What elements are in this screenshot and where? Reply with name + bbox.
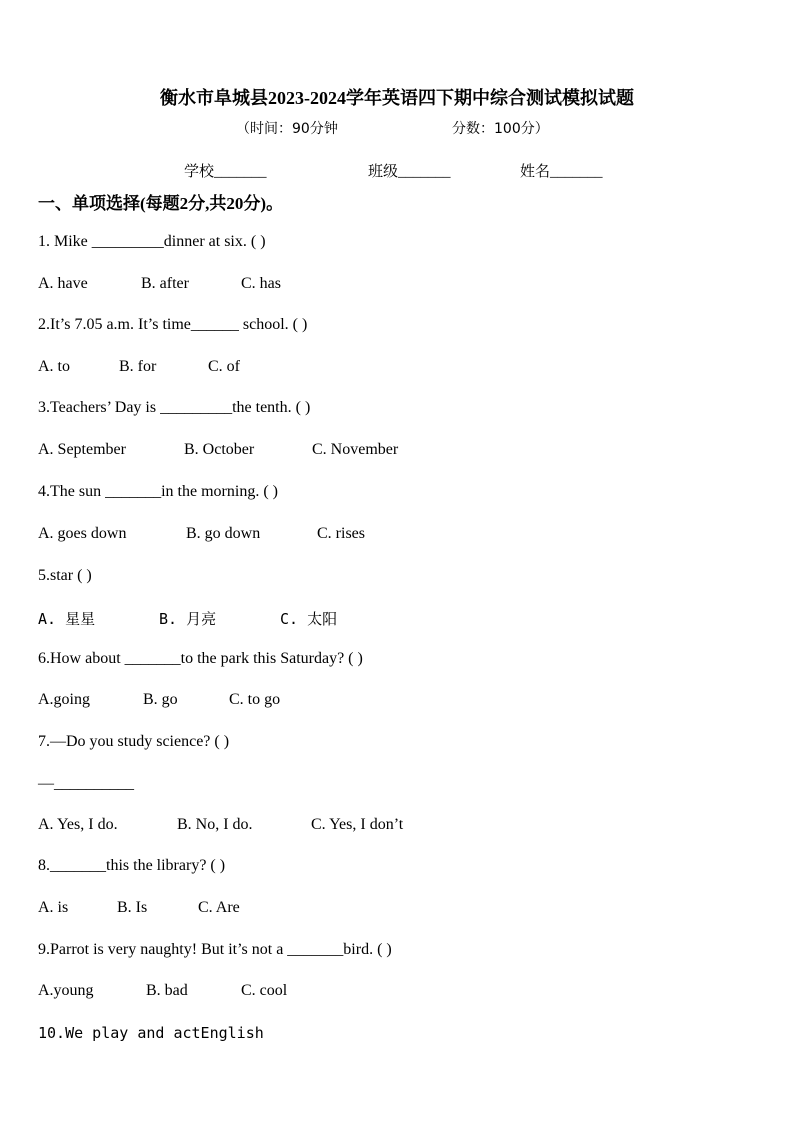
option-c: C. to go: [229, 691, 281, 708]
answer-line: —__________: [38, 775, 134, 792]
option-b: B. bad: [146, 982, 188, 999]
school-field: 学校_______: [184, 164, 267, 180]
option-b: B. 月亮: [159, 610, 217, 628]
score-note: 分数：100分）: [452, 121, 549, 137]
question-8: 8._______this the library? ( ): [38, 857, 226, 874]
name-field: 姓名_______: [520, 164, 603, 180]
option-c: C. Yes, I don’t: [311, 816, 404, 833]
option-b: B. after: [141, 275, 189, 292]
option-c: C. 太阳: [280, 610, 338, 628]
option-a: A. 星星: [38, 610, 96, 628]
option-b: B. October: [184, 441, 255, 458]
option-a: A.young: [38, 982, 94, 999]
option-c: C. of: [208, 358, 240, 375]
option-b: B. go down: [186, 525, 261, 542]
option-a: A. have: [38, 275, 88, 292]
question-4: 4.The sun _______in the morning. ( ): [38, 483, 278, 500]
question-10: 10.We play and actEnglish: [38, 1024, 264, 1042]
option-b: B. go: [143, 691, 178, 708]
option-b: B. Is: [117, 899, 148, 916]
section-heading: 一、单项选择(每题2分,共20分)。: [38, 194, 284, 213]
option-a: A. is: [38, 899, 69, 916]
option-c: C. cool: [241, 982, 288, 999]
option-b: B. for: [119, 358, 157, 375]
option-c: C. rises: [317, 525, 365, 542]
option-c: C. November: [312, 441, 399, 458]
option-a: A. to: [38, 358, 70, 375]
option-a: A. September: [38, 441, 126, 458]
question-3: 3.Teachers’ Day is _________the tenth. ( ): [38, 399, 311, 416]
question-9: 9.Parrot is very naughty! But it’s not a _______bird. ( ): [38, 941, 392, 958]
class-field: 班级_______: [368, 164, 451, 180]
option-a: A. Yes, I do.: [38, 816, 118, 833]
page-title: 衡水市阜城县2023-2024学年英语四下期中综合测试模拟试题: [160, 88, 634, 108]
option-c: C. has: [241, 275, 281, 292]
option-a: A. goes down: [38, 525, 127, 542]
question-5: 5.star ( ): [38, 567, 92, 584]
option-a: A.going: [38, 691, 90, 708]
time-note: （时间：90分钟: [236, 121, 338, 137]
question-7: 7.—Do you study science? ( ): [38, 733, 230, 750]
question-2: 2.It’s 7.05 a.m. It’s time______ school. ( ): [38, 316, 308, 333]
question-1: 1. Mike _________dinner at six. ( ): [38, 233, 266, 250]
option-c: C. Are: [198, 899, 240, 916]
option-b: B. No, I do.: [177, 816, 253, 833]
question-6: 6.How about _______to the park this Saturday? ( ): [38, 650, 363, 667]
